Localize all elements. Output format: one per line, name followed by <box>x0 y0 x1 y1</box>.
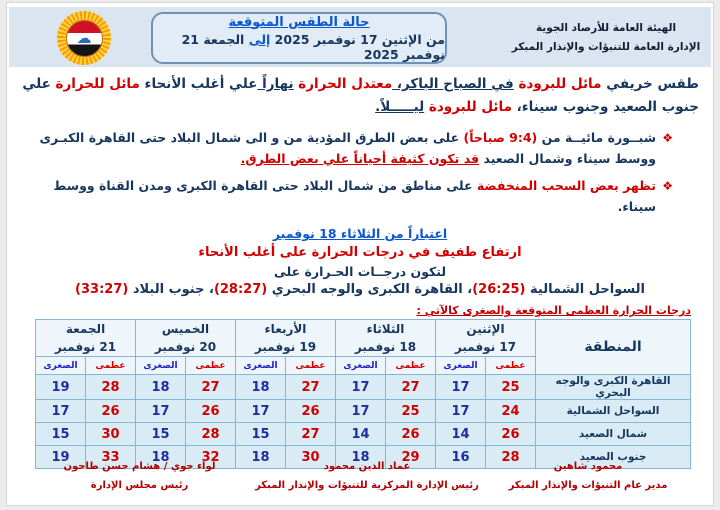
min-label: الصغرى <box>336 357 386 375</box>
meteorological-authority-logo <box>57 11 111 65</box>
table-caption: درجات الحرارة العظمى المتوقعة والصغرى كالآتي : <box>416 304 691 318</box>
day-name: الإثنين <box>466 322 505 337</box>
table-row <box>36 423 691 446</box>
forecast-segment: ، القاهرة الكبرى والوجه البحري <box>267 282 473 298</box>
low-clouds-item <box>21 176 673 217</box>
min-temp-cell: 16 <box>436 446 486 469</box>
min-temp-cell: 17 <box>36 400 86 423</box>
min-label: الصغرى <box>136 357 186 375</box>
max-temp-cell: 24 <box>486 400 536 423</box>
min-temp-cell: 18 <box>336 446 386 469</box>
date-range-rest: الجمعة 21 نوفمبر 2025 <box>181 31 445 62</box>
date-range <box>153 32 445 62</box>
diamond-bullet-icon: ❖ <box>662 130 673 145</box>
forecast-segment: على بعض الطرق المؤدية من و الى شمال البلاد حتى القاهرة الكبـرى ووسط سيناء وشمال الصعيد <box>39 129 656 166</box>
day-date: 17 نوفمبر <box>454 340 517 355</box>
temperature-rise-line: ارتفاع طفيف في درجات الحرارة على أغلب الأنحاء <box>198 245 522 261</box>
temperature-value: (33:27) <box>75 282 129 298</box>
max-temp-cell: 27 <box>386 375 436 400</box>
min-temp-cell: 18 <box>236 446 286 469</box>
forecast-content <box>21 73 699 469</box>
warnings-list <box>21 128 699 218</box>
forecast-segment: نهاراً <box>257 76 294 92</box>
max-label: عظمى <box>186 357 236 375</box>
min-label: الصغرى <box>236 357 286 375</box>
signature-title: رئيس الإدارة المركزية للتنبؤات والإنذار المبكر <box>255 480 479 491</box>
table-row <box>36 375 691 400</box>
forecast-segment: قد تكون كثيفة أحياناً علي بعض الطرق. <box>240 150 480 166</box>
day-date: 18 نوفمبر <box>354 340 417 355</box>
signature-title: مدير عام التنبؤات والإنذار المبكر <box>508 480 668 491</box>
fog-warning-item <box>21 128 673 169</box>
day-header-thursday <box>136 320 236 357</box>
forecast-segment: السواحل الشمالية <box>525 282 645 298</box>
min-temp-cell: 15 <box>236 423 286 446</box>
max-label: عظمى <box>386 357 436 375</box>
diamond-bullet-icon: ❖ <box>662 179 673 194</box>
forecast-segment: علي جنوب الصعيد وجنوب سيناء، <box>22 76 699 115</box>
min-temp-cell: 15 <box>136 423 186 446</box>
max-temp-cell: 30 <box>286 446 336 469</box>
temperatures-intro-line: لتكون درجــات الحـرارة على <box>273 264 447 280</box>
max-label: عظمى <box>86 357 136 375</box>
region-name-cell: شمال الصعيد <box>536 423 691 446</box>
min-temp-cell: 14 <box>436 423 486 446</box>
day-header-wednesday <box>236 320 336 357</box>
region-name-cell: جنوب الصعيد <box>536 446 691 469</box>
forecast-segment: معتدل الحرارة <box>293 76 393 92</box>
region-column-header: المنطقة <box>536 320 691 375</box>
day-name: الجمعة <box>65 322 106 337</box>
min-temp-cell: 17 <box>436 400 486 423</box>
signature-name: عماد الدين محمود <box>323 461 411 472</box>
forecast-segment: مائل للبرودة <box>424 98 512 115</box>
temperature-value: (28:27) <box>213 282 268 298</box>
forecast-segment: على مناطق من شمال البلاد حتى القاهرة الكبرى ومدن القناة ووسط سيناء. <box>53 178 656 214</box>
egypt-flag-emblem <box>66 20 103 57</box>
min-temp-cell: 18 <box>236 375 286 400</box>
max-temp-cell: 30 <box>86 423 136 446</box>
forecast-segment: علي أغلب الأنحاء <box>139 76 258 92</box>
max-temp-cell: 33 <box>86 446 136 469</box>
max-temp-cell: 29 <box>386 446 436 469</box>
table-header-days-row <box>36 320 691 357</box>
signature-name: لواء جوي / هشام حسن طاحون <box>63 461 216 472</box>
min-temp-cell: 17 <box>136 400 186 423</box>
department-name: الإدارة العامة للتنبؤات والإنذار المبكر <box>511 40 701 53</box>
region-name-cell: القاهرة الكبرى والوجه البحري <box>536 375 691 400</box>
date-range-to-word: إلى <box>248 31 271 47</box>
min-temp-cell: 19 <box>36 446 86 469</box>
bulletin-page <box>6 2 714 506</box>
signature-central-admin-head <box>242 457 492 495</box>
max-label: عظمى <box>286 357 336 375</box>
effective-date-line: اعتباراً من الثلاثاء 18 نوفمبر <box>272 226 448 242</box>
organization-name: الهيئة العامة للأرصاد الجوية <box>535 22 677 34</box>
min-temp-cell: 18 <box>136 446 186 469</box>
organization-header <box>511 19 701 57</box>
forecast-segment: تظهر بعض السحب المنخفضة <box>472 178 656 194</box>
max-temp-cell: 28 <box>86 375 136 400</box>
signature-director-general <box>483 457 693 495</box>
max-label: عظمى <box>486 357 536 375</box>
day-header-tuesday <box>336 320 436 357</box>
day-name: الثلاثاء <box>366 322 405 337</box>
min-temp-cell: 17 <box>236 400 286 423</box>
table-row <box>36 400 691 423</box>
day-name: الأربعاء <box>264 322 307 337</box>
max-temp-cell: 28 <box>486 446 536 469</box>
signature-title: رئيس مجلس الإدارة <box>90 480 189 491</box>
forecast-segment: ، جنوب البلاد <box>128 282 214 298</box>
day-name: الخميس <box>161 322 210 337</box>
temperature-value: (26:25) <box>472 282 526 298</box>
forecast-segment: طقس خريفي <box>601 76 699 92</box>
header-band <box>9 7 711 67</box>
min-label: الصغرى <box>436 357 486 375</box>
temperature-rise-notice <box>21 226 699 297</box>
min-temp-cell: 17 <box>336 400 386 423</box>
forecast-segment: (9:4 صباحاً) <box>459 129 538 145</box>
max-temp-cell: 25 <box>486 375 536 400</box>
forecast-segment: مائل للحرارة <box>50 76 140 92</box>
title-box <box>151 12 447 64</box>
temperature-forecast-table <box>35 319 691 469</box>
max-temp-cell: 27 <box>286 423 336 446</box>
cloud-icon: ☁ <box>76 29 92 47</box>
min-temp-cell: 17 <box>336 375 386 400</box>
min-label: الصغرى <box>36 357 86 375</box>
forecast-segment: ليـــــلاً. <box>375 98 425 115</box>
forecast-segment: مائل للبرودة <box>513 76 602 92</box>
day-header-monday <box>436 320 536 357</box>
forecast-segment: شبــورة مائيــة من <box>537 129 656 145</box>
page-title: حالة الطقس المتوقعة <box>228 14 370 30</box>
day-date: 20 نوفمبر <box>154 340 217 355</box>
max-temp-cell: 27 <box>286 375 336 400</box>
min-temp-cell: 18 <box>136 375 186 400</box>
max-temp-cell: 32 <box>186 446 236 469</box>
day-date: 19 نوفمبر <box>254 340 317 355</box>
day-date: 21 نوفمبر <box>54 340 117 355</box>
max-temp-cell: 26 <box>186 400 236 423</box>
region-name-cell: السواحل الشمالية <box>536 400 691 423</box>
max-temp-cell: 26 <box>386 423 436 446</box>
signature-board-chairman <box>37 457 242 495</box>
min-temp-cell: 17 <box>436 375 486 400</box>
min-temp-cell: 15 <box>36 423 86 446</box>
max-temp-cell: 26 <box>86 400 136 423</box>
min-temp-cell: 14 <box>336 423 386 446</box>
max-temp-cell: 26 <box>286 400 336 423</box>
regional-temperatures-line <box>21 282 699 297</box>
date-range-from: من الإثنين 17 نوفمبر 2025 <box>270 31 445 47</box>
max-temp-cell: 28 <box>186 423 236 446</box>
day-header-friday <box>36 320 136 357</box>
forecast-segment: في الصباح الباكر، <box>392 76 514 92</box>
min-temp-cell: 19 <box>36 375 86 400</box>
max-temp-cell: 25 <box>386 400 436 423</box>
signature-name: محمود شاهين <box>553 461 623 472</box>
general-forecast-paragraph <box>21 73 699 119</box>
max-temp-cell: 27 <box>186 375 236 400</box>
max-temp-cell: 26 <box>486 423 536 446</box>
